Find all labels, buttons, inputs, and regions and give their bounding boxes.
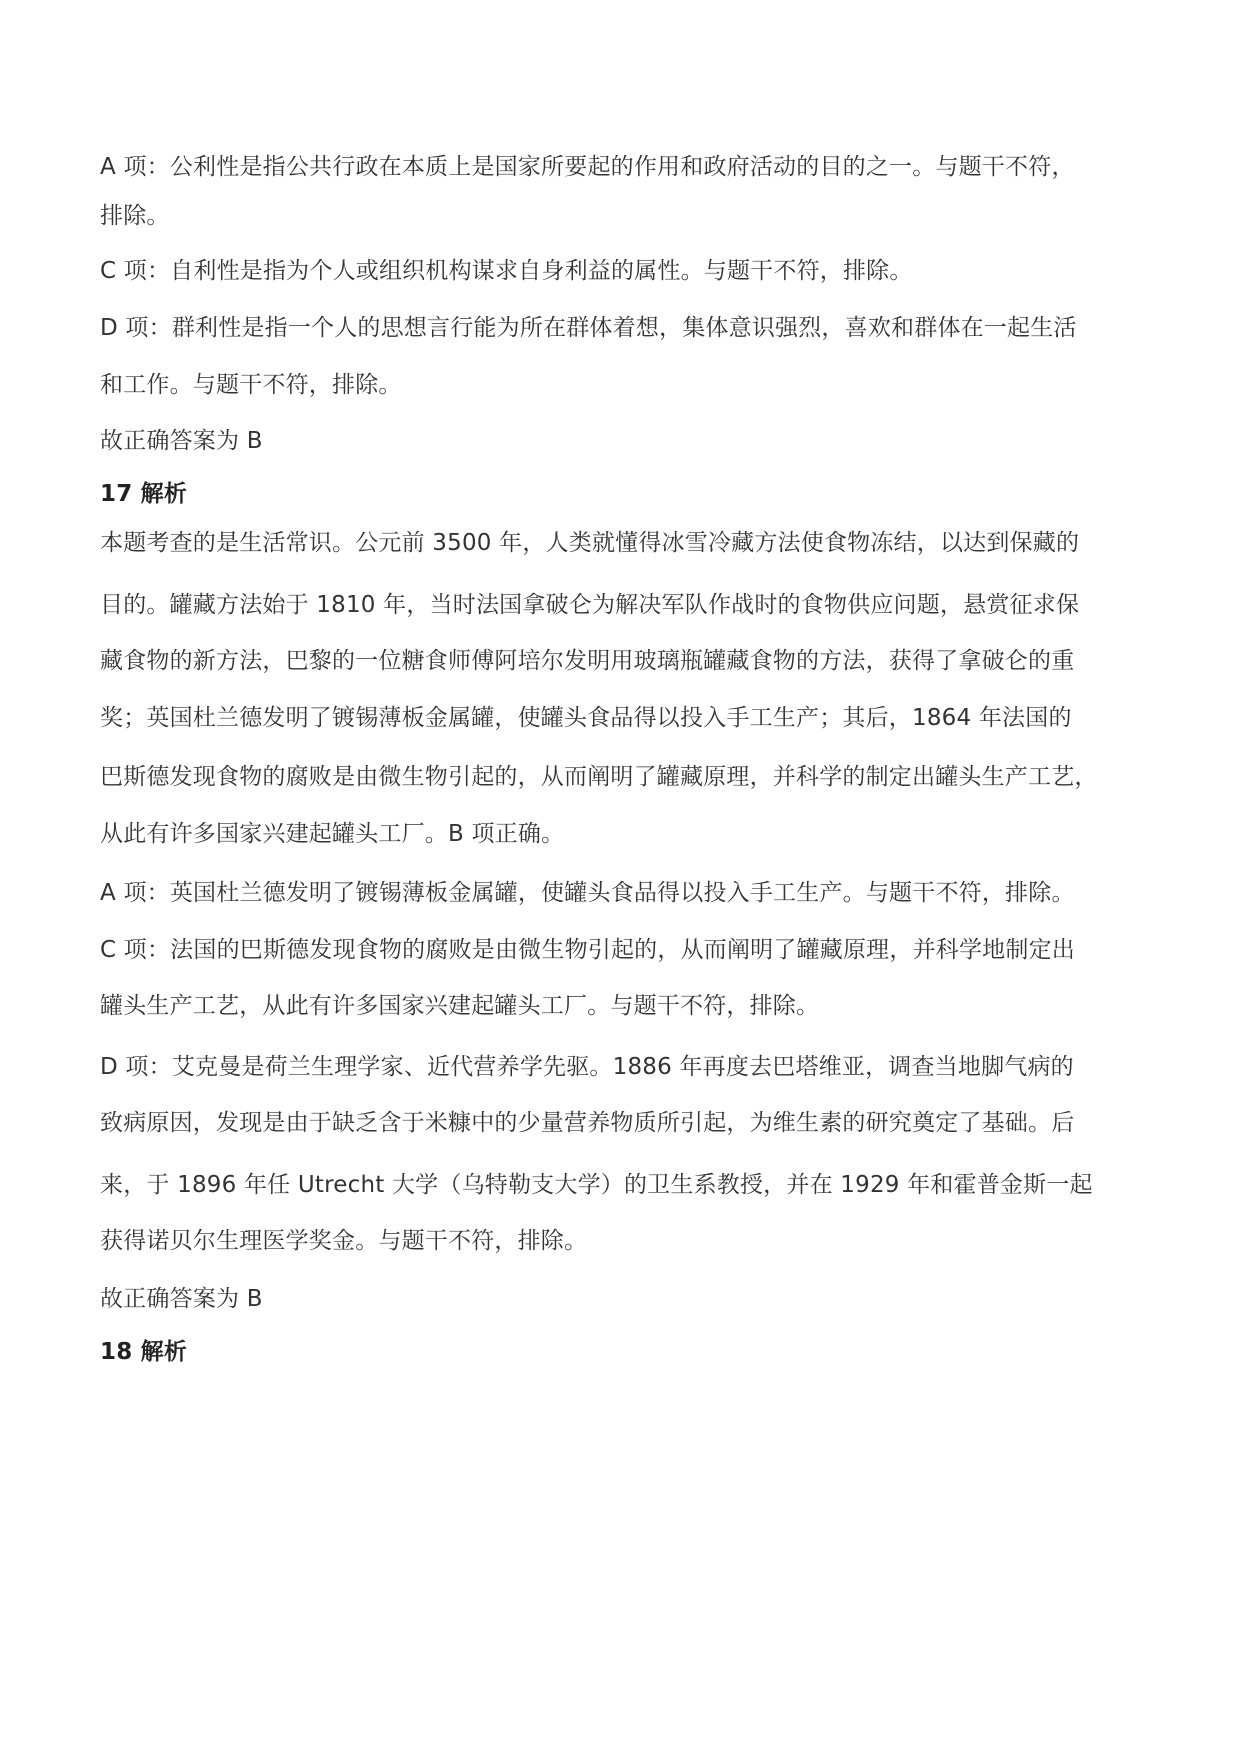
s17-body-line-3: 藏食物的新方法，巴黎的一位糖食师傅阿培尔发明用玻璃瓶罐藏食物的方法，获得了拿破仑的重 [100, 648, 1075, 674]
s16-option-d-line-2: 和工作。与题干不符，排除。 [100, 372, 402, 398]
s16-answer: 故正确答案为 B [100, 428, 263, 454]
s17-option-c-line-2: 罐头生产工艺，从此有许多国家兴建起罐头工厂。与题干不符，排除。 [100, 993, 820, 1019]
s17-option-d-line-1: D 项：艾克曼是荷兰生理学家、近代营养学先驱。1886 年再度去巴塔维亚，调查当地脚气病的 [100, 1054, 1074, 1080]
s17-body-line-6: 从此有许多国家兴建起罐头工厂。B 项正确。 [100, 821, 565, 847]
s18-heading: 18 解析 [100, 1339, 188, 1365]
s16-option-c-line-1: C 项：自利性是指为个人或组织机构谋求自身利益的属性。与题干不符，排除。 [100, 258, 913, 284]
s17-option-a-line-1: A 项：英国杜兰德发明了镀锡薄板金属罐，使罐头食品得以投入手工生产。与题干不符，排除。 [100, 880, 1075, 906]
s17-heading: 17 解析 [100, 481, 188, 507]
s17-option-d-line-3: 来，于 1896 年任 Utrecht 大学（乌特勒支大学）的卫生系教授，并在 1929 年和霍普金斯一起 [100, 1172, 1093, 1198]
s17-option-c-line-1: C 项：法国的巴斯德发现食物的腐败是由微生物引起的，从而阐明了罐藏原理，并科学地制定出 [100, 937, 1075, 963]
s17-answer: 故正确答案为 B [100, 1286, 263, 1312]
s17-option-d-line-4: 获得诺贝尔生理医学奖金。与题干不符，排除。 [100, 1228, 588, 1254]
s16-option-d-line-1: D 项：群利性是指一个人的思想言行能为所在群体着想，集体意识强烈，喜欢和群体在一起生活 [100, 315, 1077, 341]
s17-body-line-5: 巴斯德发现食物的腐败是由微生物引起的，从而阐明了罐藏原理，并科学的制定出罐头生产工艺， [100, 764, 1098, 790]
s16-option-a-line-2: 排除。 [100, 203, 170, 229]
s17-body-line-1: 本题考查的是生活常识。公元前 3500 年，人类就懂得冰雪冷藏方法使食物冻结，以达到保藏的 [100, 530, 1080, 556]
s17-body-line-2: 目的。罐藏方法始于 1810 年，当时法国拿破仑为解决军队作战时的食物供应问题，悬赏征求保 [100, 592, 1080, 618]
s16-option-a-line-1: A 项：公利性是指公共行政在本质上是国家所要起的作用和政府活动的目的之一。与题干不符， [100, 154, 1075, 180]
s17-option-d-line-2: 致病原因，发现是由于缺乏含于米糠中的少量营养物质所引起，为维生素的研究奠定了基础。后 [100, 1110, 1075, 1136]
s17-body-line-4: 奖；英国杜兰德发明了镀锡薄板金属罐，使罐头食品得以投入手工生产；其后，1864 年法国的 [100, 705, 1072, 731]
